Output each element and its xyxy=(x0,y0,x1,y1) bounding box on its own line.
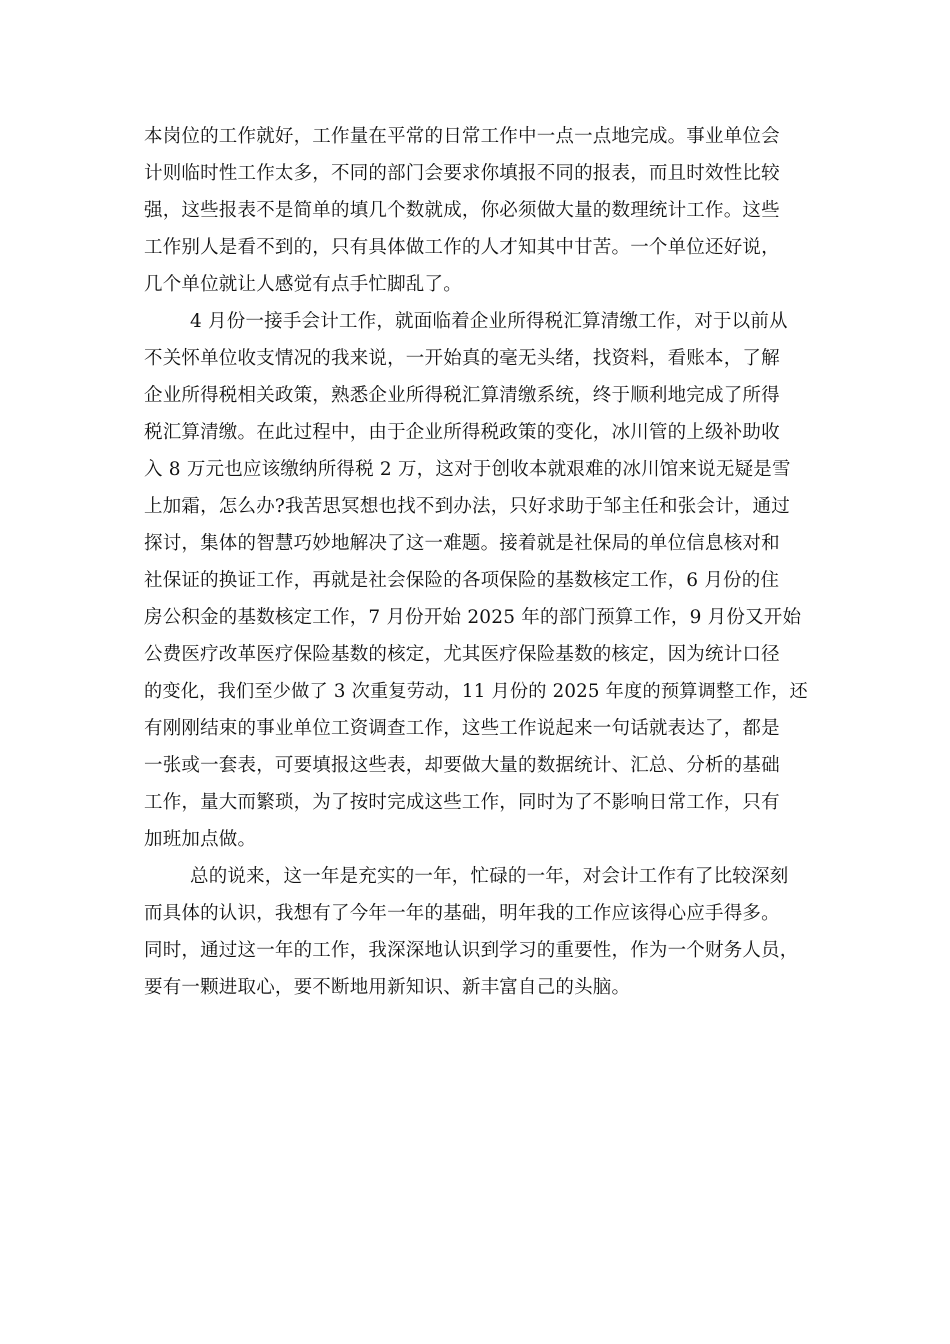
text-line: 上加霜，怎么办?我苦思冥想也找不到办法，只好求助于邹主任和张会计，通过 xyxy=(144,496,790,517)
text-line: 有刚刚结束的事业单位工资调查工作，这些工作说起来一句话就表达了，都是 xyxy=(144,718,780,739)
text-line: 加班加点做。 xyxy=(144,829,257,850)
document-body xyxy=(144,118,808,1006)
text-line: 本岗位的工作就好，工作量在平常的日常工作中一点一点地完成。事业单位会 xyxy=(144,126,780,147)
text-line: 税汇算清缴。在此过程中，由于企业所得税政策的变化，冰川管的上级补助收 xyxy=(144,422,780,443)
text-line: 计则临时性工作太多，不同的部门会要求你填报不同的报表，而且时效性比较 xyxy=(144,163,780,184)
text-line: 工作别人是看不到的，只有具体做工作的人才知其中甘苦。一个单位还好说， xyxy=(144,237,780,258)
text-line: 要有一颗进取心，要不断地用新知识、新丰富自己的头脑。 xyxy=(144,977,631,998)
text-line: 企业所得税相关政策，熟悉企业所得税汇算清缴系统，终于顺利地完成了所得 xyxy=(144,385,780,406)
text-line: 不关怀单位收支情况的我来说，一开始真的毫无头绪，找资料，看账本，了解 xyxy=(144,348,780,369)
text-line: 工作，量大而繁琐，为了按时完成这些工作，同时为了不影响日常工作，只有 xyxy=(144,792,780,813)
text-line: 强，这些报表不是简单的填几个数就成，你必须做大量的数理统计工作。这些 xyxy=(144,200,780,221)
paragraph-first-line: 总的说来，这一年是充实的一年，忙碌的一年，对会计工作有了比较深刻 xyxy=(190,866,789,887)
text-line: 入 8 万元也应该缴纳所得税 2 万，这对于创收本就艰难的冰川馆来说无疑是雪 xyxy=(144,459,791,480)
paragraph-first-line: 4 月份一接手会计工作，就面临着企业所得税汇算清缴工作，对于以前从 xyxy=(190,311,788,332)
text-line: 的变化，我们至少做了 3 次重复劳动，11 月份的 2025 年度的预算调整工作，还 xyxy=(144,681,808,702)
text-line: 同时，通过这一年的工作，我深深地认识到学习的重要性，作为一个财务人员， xyxy=(144,940,799,961)
text-line: 探讨，集体的智慧巧妙地解决了这一难题。接着就是社保局的单位信息核对和 xyxy=(144,533,780,554)
text-line: 房公积金的基数核定工作，7 月份开始 2025 年的部门预算工作，9 月份又开始 xyxy=(144,607,802,628)
text-line: 几个单位就让人感觉有点手忙脚乱了。 xyxy=(144,274,462,295)
text-line: 社保证的换证工作，再就是社会保险的各项保险的基数核定工作，6 月份的住 xyxy=(144,570,780,591)
text-line: 而具体的认识，我想有了今年一年的基础，明年我的工作应该得心应手得多。 xyxy=(144,903,780,924)
text-line: 一张或一套表，可要填报这些表，却要做大量的数据统计、汇总、分析的基础 xyxy=(144,755,780,776)
text-line: 公费医疗改革医疗保险基数的核定，尤其医疗保险基数的核定，因为统计口径 xyxy=(144,644,780,665)
